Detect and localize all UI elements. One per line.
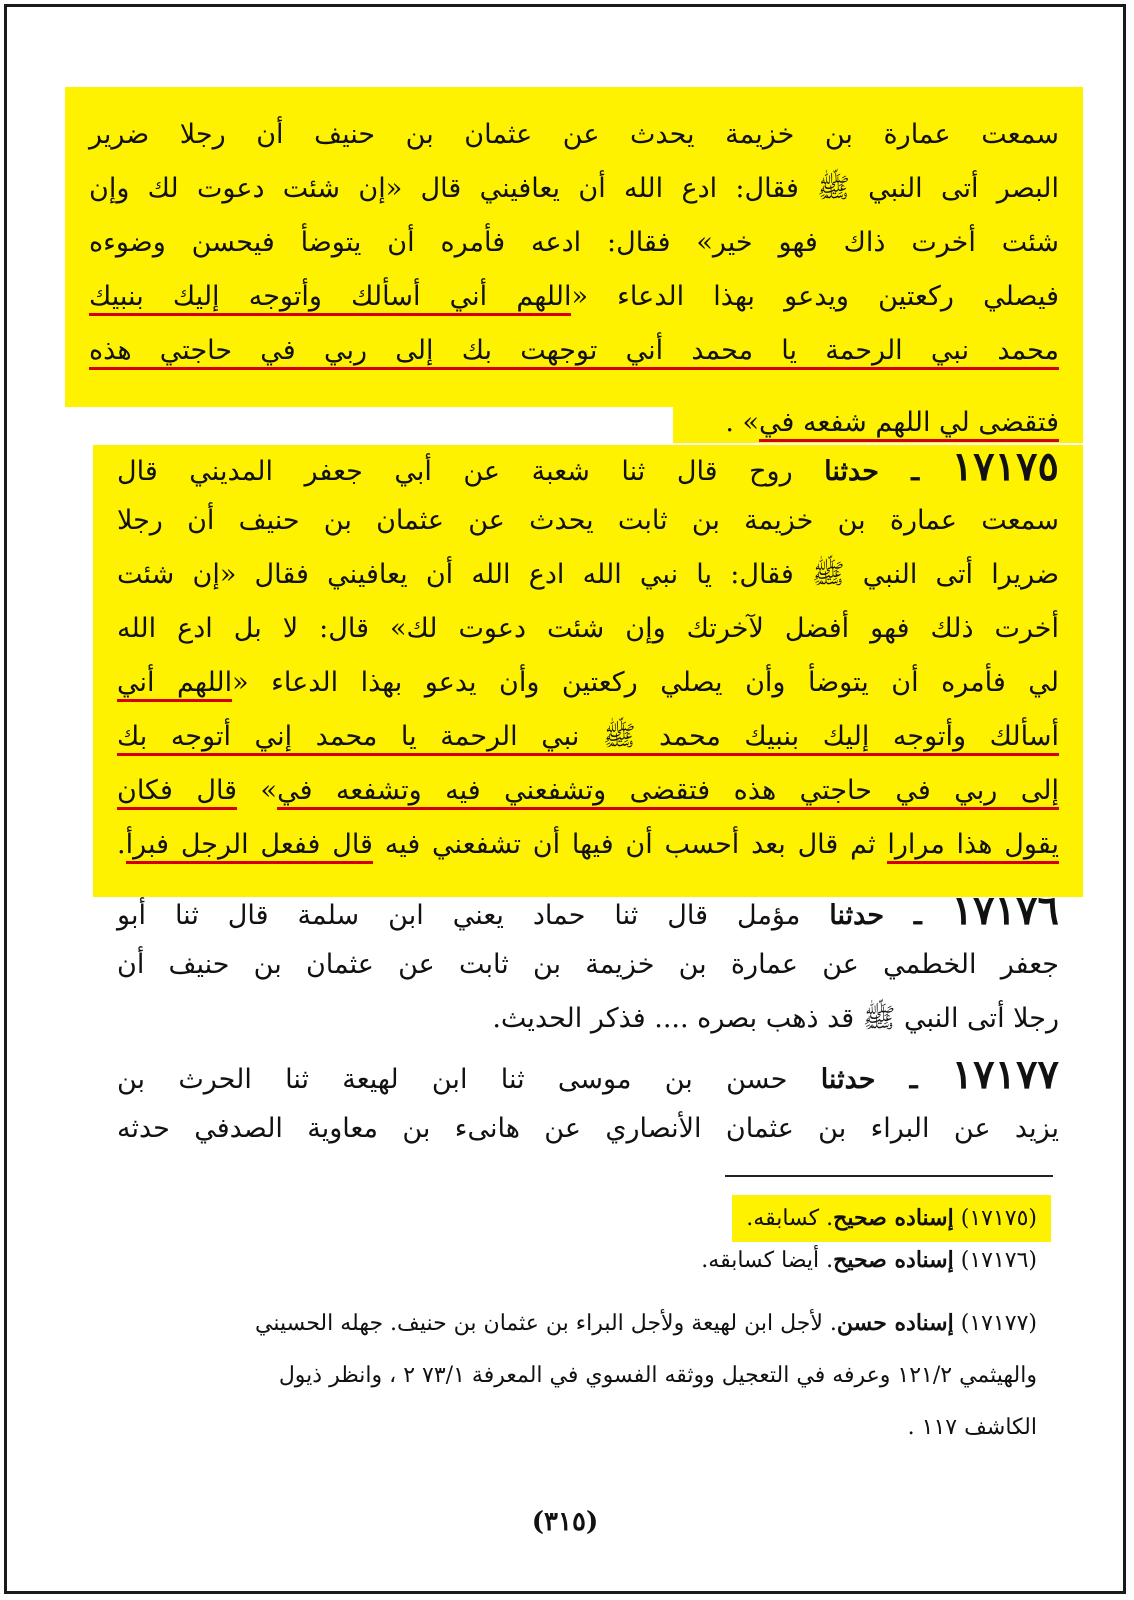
underlined-text: قال ففعل الرجل فبرأ (126, 829, 373, 864)
underlined-text: أسألك وأتوجه إليك بنبيك محمد ﷺ نبي الرحمة يا محمد إني أتوجه بك (117, 721, 1059, 756)
footnote-separator (725, 1175, 1053, 1177)
hadith-number: ١٧١٧٧ (951, 1051, 1060, 1098)
text-line (93, 825, 1083, 865)
text-span: » (237, 775, 278, 806)
underlined-text: يقول هذا مرارا (887, 829, 1059, 864)
text-span: حسن بن موسى ثنا ابن لهيعة ثنا الحرث بن (117, 1064, 821, 1095)
text-line: سمعت عمارة بن خزيمة يحدث عن عثمان بن حنيف أن رجلا ضرير (89, 119, 1059, 150)
underlined-text: قال فكان (117, 775, 237, 810)
text-line: شئت أخرت ذاك فهو خير» فقال: ادعه فأمره أن يتوضأ فيحسن وضوءه (89, 227, 1059, 258)
hadith-heading-line (93, 443, 1083, 492)
footnote-grade: إسناده حسن (836, 1310, 954, 1336)
footnote-line: الكاشف ١١٧ . (907, 1415, 1037, 1440)
text-line (673, 403, 1083, 443)
text-line (93, 663, 1083, 703)
footnote-grade: إسناده صحيح (833, 1247, 954, 1273)
text-span: لي فأمره أن يتوضأ وأن يصلي ركعتين وأن يدعو بهذا الدعاء « (232, 667, 1059, 698)
footnote-line: والهيثمي ١٢١/٢ وعرفه في التعجيل ووثقه الفسوي في المعرفة ٧٣/١ ٢ ، وانظر ذيول (278, 1363, 1037, 1388)
text-line (93, 771, 1083, 811)
lead-word: حدثنا (824, 456, 879, 487)
text-span: ثم قال بعد أحسب أن فيها أن تشفعني فيه (372, 829, 888, 860)
lead-word: حدثنا (820, 1064, 876, 1095)
footnote-17176 (701, 1243, 1037, 1278)
scanned-page (4, 4, 1126, 1594)
page-number: (٣١٥) (531, 1507, 599, 1537)
text-line: رجلا أتى النبي ﷺ قد ذهب بصره .... فذكر الحديث. (492, 1003, 1059, 1034)
text-line (65, 277, 1083, 317)
highlighted-hadith-17175 (93, 445, 1083, 897)
hadith-17177 (93, 1051, 1083, 1165)
text-line (65, 331, 1083, 371)
text-line: أخرت ذلك فهو أفضل لآخرتك وإن شئت دعوت لك» قال: لا بل ادع الله (117, 613, 1059, 644)
underlined-text: إلى ربي في حاجتي هذه فتقضى وتشفعني فيه وتشفعه في (277, 775, 1059, 810)
text-line: جعفر الخطمي عن عمارة بن خزيمة بن ثابت عن عثمان بن حنيف أن (117, 949, 1059, 980)
text-span: » . (725, 407, 760, 438)
underlined-text: اللهم أني أسألك وأتوجه إليك بنبيك (89, 281, 571, 316)
hadith-heading-line (93, 887, 1083, 936)
highlighted-tail-line (673, 405, 1083, 443)
highlighted-hadith-continuation (65, 87, 1083, 407)
hadith-number: ١٧١٧٥ (951, 443, 1059, 490)
hadith-heading-line (93, 1051, 1083, 1100)
text-span: مؤمل قال ثنا حماد يعني ابن سلمة قال ثنا أبو (117, 900, 830, 931)
footnote-text: . كسابقه. (746, 1206, 834, 1231)
text-line: البصر أتى النبي ﷺ فقال: ادع الله أن يعافيني قال «إن شئت دعوت لك وإن (89, 173, 1059, 204)
lead-word: حدثنا (829, 900, 885, 931)
footnote-ref: (١٧١٧٧) (960, 1311, 1037, 1336)
text-line: يزيد عن البراء بن عثمان الأنصاري عن هانىء بن معاوية الصدفي حدثه (117, 1113, 1059, 1144)
footnote-grade: إسناده صحيح (833, 1205, 954, 1231)
text-line (93, 717, 1083, 757)
text-span: فيصلي ركعتين ويدعو بهذا الدعاء « (571, 281, 1059, 312)
underlined-text: محمد نبي الرحمة يا محمد أني توجهت بك إلى ربي في حاجتي هذه (89, 335, 1059, 370)
text-span: روح قال ثنا شعبة عن أبي جعفر المديني قال (117, 456, 825, 487)
underlined-text: فتقضى لي اللهم شفعه في (759, 407, 1059, 442)
footnote-17175 (732, 1195, 1051, 1242)
text-line: ضريرا أتى النبي ﷺ فقال: يا نبي الله ادع الله أن يعافيني فقال «إن شئت (117, 559, 1059, 590)
text-span: . (117, 829, 126, 860)
footnote-line (255, 1297, 1037, 1350)
dash: ـ (878, 456, 952, 487)
dash: ـ (884, 900, 952, 931)
footnote-17177 (255, 1297, 1037, 1454)
text-line: سمعت عمارة بن خزيمة بن ثابت يحدث عن عثمان بن حنيف أن رجلا (117, 505, 1059, 536)
footnote-ref: (١٧١٧٥) (960, 1206, 1037, 1231)
footnote-text: . أيضا كسابقه. (701, 1248, 834, 1273)
dash: ـ (875, 1064, 952, 1095)
hadith-number: ١٧١٧٦ (951, 887, 1059, 934)
footnote-text: . لأجل ابن لهيعة ولأجل البراء بن عثمان بن حنيف. جهله الحسيني (254, 1311, 837, 1336)
hadith-17176 (93, 887, 1083, 1061)
footnote-ref: (١٧١٧٦) (960, 1248, 1037, 1273)
underlined-text: اللهم أني (117, 667, 232, 702)
